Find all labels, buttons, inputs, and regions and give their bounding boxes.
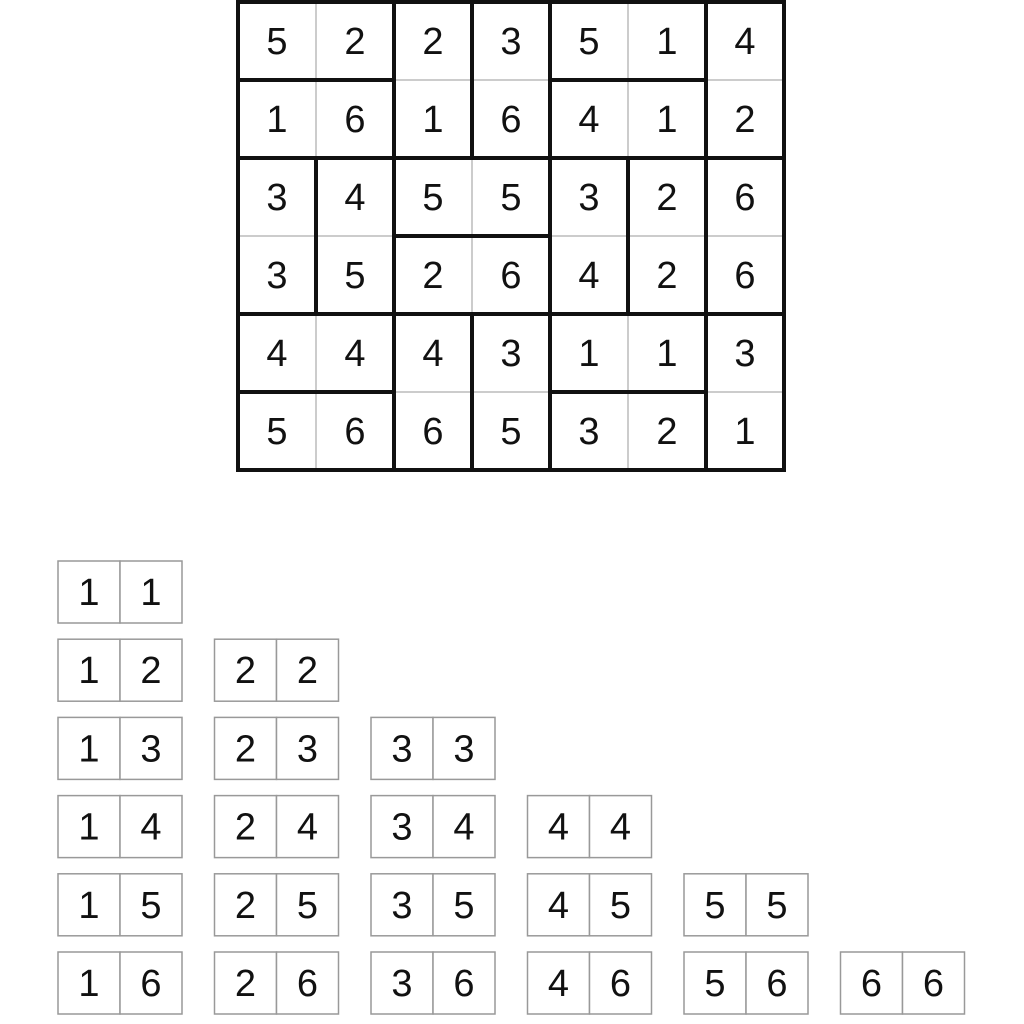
domino-pip-value: 1 bbox=[140, 572, 162, 614]
grid-cell bbox=[472, 392, 550, 470]
cell-value: 6 bbox=[500, 255, 522, 297]
domino-tile bbox=[215, 874, 339, 936]
domino-tile bbox=[215, 796, 339, 858]
cell-value: 5 bbox=[266, 21, 288, 63]
domino-tile bbox=[528, 796, 652, 858]
domino-pip-value: 4 bbox=[140, 806, 162, 849]
domino-pip-value: 2 bbox=[234, 650, 257, 693]
domino-tile bbox=[684, 952, 808, 1014]
domino-pip-value: 2 bbox=[234, 963, 257, 1005]
grid-cell bbox=[394, 158, 472, 236]
cell-value: 2 bbox=[734, 99, 756, 141]
domino-tile bbox=[371, 717, 495, 779]
grid-cell bbox=[394, 2, 472, 80]
grid-cell bbox=[472, 236, 550, 314]
grid-cell bbox=[628, 2, 706, 80]
domino-tile bbox=[371, 874, 495, 936]
grid-cell bbox=[394, 314, 472, 392]
cell-value: 6 bbox=[344, 411, 366, 453]
domino-pip-value: 1 bbox=[78, 963, 100, 1005]
grid-cell bbox=[238, 2, 316, 80]
domino-pip-value: 1 bbox=[78, 806, 100, 849]
grid-cell bbox=[316, 392, 394, 470]
domino-pip-value: 2 bbox=[234, 884, 257, 927]
domino-pip-value: 2 bbox=[140, 650, 162, 693]
domino-tile bbox=[58, 639, 182, 701]
cell-value: 4 bbox=[578, 99, 600, 141]
cell-value: 2 bbox=[656, 255, 678, 297]
grid-cell bbox=[706, 236, 784, 314]
cell-value: 4 bbox=[734, 21, 756, 63]
cell-value: 1 bbox=[656, 99, 678, 141]
domino-pip-value: 3 bbox=[140, 728, 162, 771]
domino-pip-value: 4 bbox=[547, 806, 570, 849]
grid-cell bbox=[472, 314, 550, 392]
grid-cell bbox=[238, 158, 316, 236]
domino-tile bbox=[371, 796, 495, 858]
domino-pip-value: 3 bbox=[391, 728, 413, 771]
domino-pip-value: 6 bbox=[766, 963, 788, 1005]
domino-pip-value: 5 bbox=[296, 884, 319, 927]
grid-cell bbox=[394, 236, 472, 314]
grid-cell bbox=[706, 80, 784, 158]
grid-cell bbox=[238, 392, 316, 470]
domino-pip-value: 3 bbox=[296, 728, 319, 771]
grid-cell bbox=[316, 236, 394, 314]
grid-cell bbox=[238, 80, 316, 158]
cell-value: 2 bbox=[656, 177, 678, 219]
grid-cell bbox=[394, 80, 472, 158]
cell-value: 1 bbox=[422, 99, 444, 141]
domino-pip-value: 5 bbox=[140, 884, 162, 927]
grid-cell bbox=[472, 2, 550, 80]
grid-cell bbox=[706, 158, 784, 236]
cell-value: 6 bbox=[734, 177, 756, 219]
cell-value: 3 bbox=[578, 177, 600, 219]
domino-pip-value: 6 bbox=[922, 963, 945, 1005]
domino-tile bbox=[215, 952, 339, 1014]
grid-cell bbox=[706, 2, 784, 80]
cell-value: 6 bbox=[344, 99, 366, 141]
grid-cell bbox=[316, 158, 394, 236]
domino-tile bbox=[58, 874, 182, 936]
domino-pip-value: 6 bbox=[860, 963, 883, 1005]
domino-pip-value: 5 bbox=[704, 884, 726, 927]
cell-value: 4 bbox=[422, 333, 444, 375]
grid-cell bbox=[316, 314, 394, 392]
domino-pip-value: 1 bbox=[78, 728, 100, 771]
domino-pip-value: 6 bbox=[140, 963, 162, 1005]
domino-pip-value: 4 bbox=[453, 806, 475, 849]
domino-pip-value: 3 bbox=[391, 963, 413, 1005]
cell-value: 6 bbox=[734, 255, 756, 297]
domino-pip-value: 3 bbox=[391, 806, 413, 849]
cell-value: 6 bbox=[500, 99, 522, 141]
cell-value: 3 bbox=[734, 333, 756, 375]
cell-value: 6 bbox=[422, 411, 444, 453]
cell-value: 3 bbox=[578, 411, 600, 453]
domino-pip-value: 1 bbox=[78, 572, 100, 614]
cell-value: 5 bbox=[500, 411, 522, 453]
grid-cell bbox=[238, 236, 316, 314]
domino-tile bbox=[58, 717, 182, 779]
cell-value: 2 bbox=[656, 411, 678, 453]
grid-cell bbox=[472, 80, 550, 158]
cell-value: 5 bbox=[500, 177, 522, 219]
domino-pip-value: 4 bbox=[609, 806, 632, 849]
grid-cell bbox=[550, 236, 628, 314]
domino-tile bbox=[841, 952, 965, 1014]
cell-value: 2 bbox=[422, 21, 444, 63]
domino-tile bbox=[58, 796, 182, 858]
cell-value: 3 bbox=[266, 177, 288, 219]
grid-cell bbox=[550, 80, 628, 158]
cell-value: 3 bbox=[266, 255, 288, 297]
grid-cell bbox=[238, 314, 316, 392]
domino-pip-value: 4 bbox=[547, 963, 570, 1005]
domino-tile bbox=[371, 952, 495, 1014]
cell-value: 3 bbox=[500, 333, 522, 375]
domino-pip-value: 3 bbox=[453, 728, 475, 771]
cell-value: 2 bbox=[344, 21, 366, 63]
cell-value: 2 bbox=[422, 255, 444, 297]
domino-pip-value: 4 bbox=[547, 884, 570, 927]
cell-value: 4 bbox=[266, 333, 288, 375]
domino-pip-value: 5 bbox=[766, 884, 788, 927]
grid-cell bbox=[628, 236, 706, 314]
domino-tile bbox=[58, 561, 182, 623]
grid-cell bbox=[550, 314, 628, 392]
domino-pip-value: 3 bbox=[391, 884, 413, 927]
domino-pip-value: 2 bbox=[234, 806, 257, 849]
domino-tile bbox=[215, 717, 339, 779]
grid-cell bbox=[706, 392, 784, 470]
domino-pip-value: 6 bbox=[609, 963, 632, 1005]
cell-value: 5 bbox=[578, 21, 600, 63]
cell-value: 1 bbox=[734, 411, 756, 453]
grid-cell bbox=[316, 80, 394, 158]
grid-cell bbox=[550, 2, 628, 80]
domino-pip-value: 5 bbox=[609, 884, 632, 927]
grid-cell bbox=[628, 80, 706, 158]
grid-cell bbox=[316, 2, 394, 80]
domino-tile bbox=[684, 874, 808, 936]
domino-pip-value: 1 bbox=[78, 884, 100, 927]
cell-value: 1 bbox=[578, 333, 600, 375]
grid-cell bbox=[628, 158, 706, 236]
domino-tile bbox=[528, 874, 652, 936]
domino-pip-value: 5 bbox=[704, 963, 726, 1005]
domino-pip-value: 2 bbox=[234, 728, 257, 771]
domino-tile bbox=[528, 952, 652, 1014]
cell-value: 4 bbox=[578, 255, 600, 297]
cell-value: 1 bbox=[656, 21, 678, 63]
cell-value: 3 bbox=[500, 21, 522, 63]
domino-pip-value: 6 bbox=[296, 963, 319, 1005]
domino-pip-value: 1 bbox=[78, 650, 100, 693]
grid-cell bbox=[472, 158, 550, 236]
cell-value: 1 bbox=[266, 99, 288, 141]
grid-cell bbox=[628, 392, 706, 470]
domino-tile bbox=[215, 639, 339, 701]
domino-pip-value: 4 bbox=[296, 806, 319, 849]
grid-cell bbox=[550, 158, 628, 236]
grid-cell bbox=[550, 392, 628, 470]
grid-cell bbox=[628, 314, 706, 392]
cell-value: 4 bbox=[344, 177, 366, 219]
domino-pip-value: 5 bbox=[453, 884, 475, 927]
grid-cell bbox=[706, 314, 784, 392]
cell-value: 5 bbox=[266, 411, 288, 453]
cell-value: 5 bbox=[422, 177, 444, 219]
cell-value: 1 bbox=[656, 333, 678, 375]
cell-value: 4 bbox=[344, 333, 366, 375]
cell-value: 5 bbox=[344, 255, 366, 297]
domino-tile bbox=[58, 952, 182, 1014]
grid-cell bbox=[394, 392, 472, 470]
domino-pip-value: 2 bbox=[296, 650, 319, 693]
domino-tile-set bbox=[58, 561, 965, 1014]
domino-pip-value: 6 bbox=[453, 963, 475, 1005]
